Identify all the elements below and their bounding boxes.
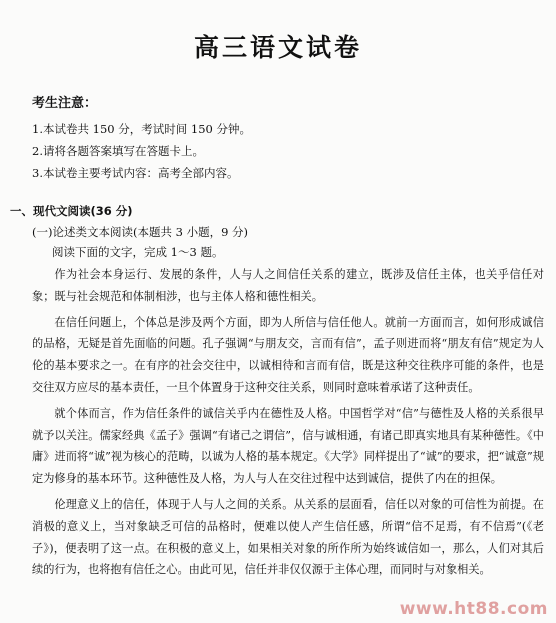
notice-list	[32, 118, 251, 184]
passage-paragraph: 伦理意义上的信任，体现于人与人之间的关系。从关系的层面看，信任以对象的可信性为前提。在消极的意义上，当对象缺乏可信的品格时，便难以使人产生信任感，所谓“信不足焉，有不信焉”(《老子》)，便表明了这一点。在积极的意义上，如果相关对象的所作所为始终诚信如一，那么，人们对其后续的行为，也将抱有信任之心。由此可见，信任并非仅仅源于主体心理，而同时与对象相关。	[32, 497, 544, 577]
page-title: 高三语文试卷	[193, 33, 362, 62]
reading-instruction: 阅读下面的文字，完成 1～3 题。	[52, 245, 224, 259]
notice-heading: 考生注意：	[32, 96, 98, 111]
reading-passage	[32, 264, 544, 585]
section-heading: 一、现代文阅读(36 分)	[10, 204, 133, 218]
notice-item: 1.本试卷共 150 分，考试时间 150 分钟。	[32, 122, 251, 136]
subsection-heading: (一)论述类文本阅读(本题共 3 小题，9 分)	[32, 225, 249, 239]
notice-item: 3.本试卷主要考试内容：高考全部内容。	[32, 166, 239, 180]
passage-paragraph: 在信任问题上，个体总是涉及两个方面，即为人所信与信任他人。就前一方面而言，如何形成诚信的品格，无疑是首先面临的问题。孔子强调“与朋友交，言而有信”，孟子则进而将“朋友有信”规定为人伦的基本要求之一。在有序的社会交往中，以诚相待和言而有信，既是这种交往秩序可能的条件，也是交往双方应尽的基本责任，一旦个体置身于这种交往关系，则同时意味着承诺了这种责任。	[32, 315, 544, 394]
notice-item: 2.请将各题答案填写在答题卡上。	[32, 144, 204, 158]
site-watermark: www.ht88.com	[399, 599, 548, 619]
passage-paragraph: 就个体而言，作为信任条件的诚信关乎内在德性及人格。中国哲学对“信”与德性及人格的关系很早就予以关注。儒家经典《孟子》强调“有诸己之谓信”，信与诚相通，有诸己即真实地具有某种德性。《中庸》进而将“诚”视为核心的范畴，以诚为人格的基本规定。《大学》同样提出了“诚”的要求，把“诚意”规定为修身的基本环节。这种德性及人格，为人与人在交往过程中达到诚信，提供了内在的担保。	[32, 406, 544, 486]
passage-paragraph: 作为社会本身运行、发展的条件，人与人之间信任关系的建立，既涉及信任主体，也关乎信任对象；既与社会规范和体制相涉，也与主体人格和德性相关。	[32, 268, 544, 303]
